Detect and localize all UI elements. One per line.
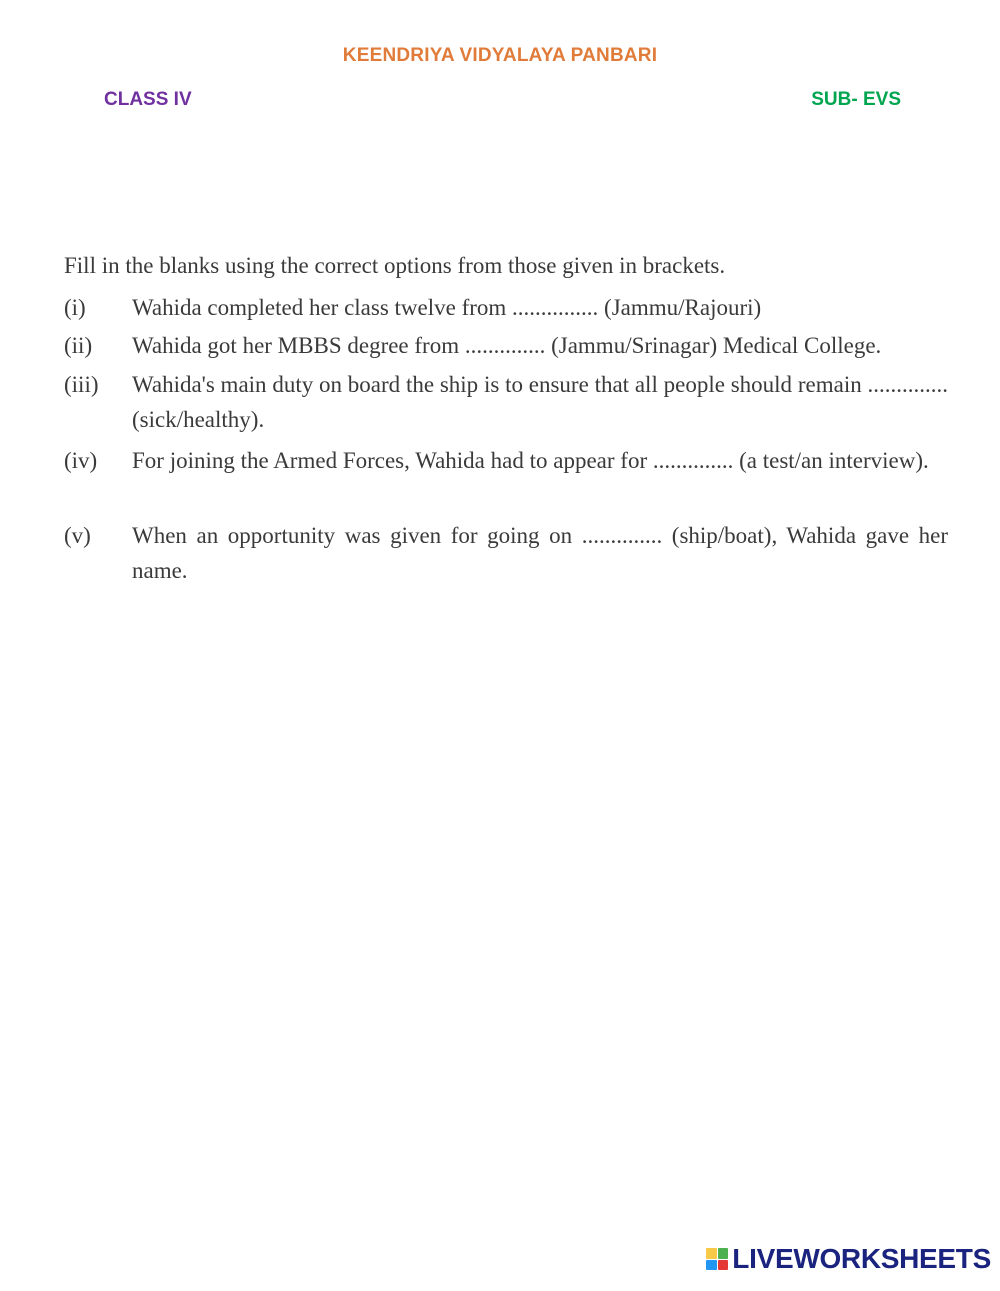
question-item [64,367,948,437]
question-item [64,443,948,478]
question-text: When an opportunity was given for going on .............. (ship/boat), Wahida gave her name. [132,523,948,583]
question-item [64,518,948,588]
question-number: (iii) [64,372,99,397]
class-label: CLASS IV [104,89,192,110]
question-number: (ii) [64,333,93,358]
liveworksheets-brand[interactable] [706,1243,991,1275]
subject-label: SUB- EVS [811,89,901,110]
question-text: Wahida got her MBBS degree from .............. (Jammu/Srinagar) Medical College. [132,333,882,358]
question-text: Wahida's main duty on board the ship is to ensure that all people should remain .............. (sick/healthy). [132,372,948,432]
question-text: Wahida completed her class twelve from ............... (Jammu/Rajouri) [132,295,762,320]
question-item [64,290,948,325]
question-number: (v) [64,523,91,548]
question-number: (iv) [64,448,98,473]
liveworksheets-logo-icon [706,1248,728,1270]
question-number: (i) [64,295,86,320]
school-name: KEENDRIYA VIDYALAYA PANBARI [342,45,658,66]
instruction-text: Fill in the blanks using the correct options from those given in brackets. [64,253,726,278]
question-text: For joining the Armed Forces, Wahida had to appear for .............. (a test/an interview). [132,448,929,473]
brand-text: LIVEWORKSHEETS [732,1243,991,1274]
question-item [64,328,948,363]
